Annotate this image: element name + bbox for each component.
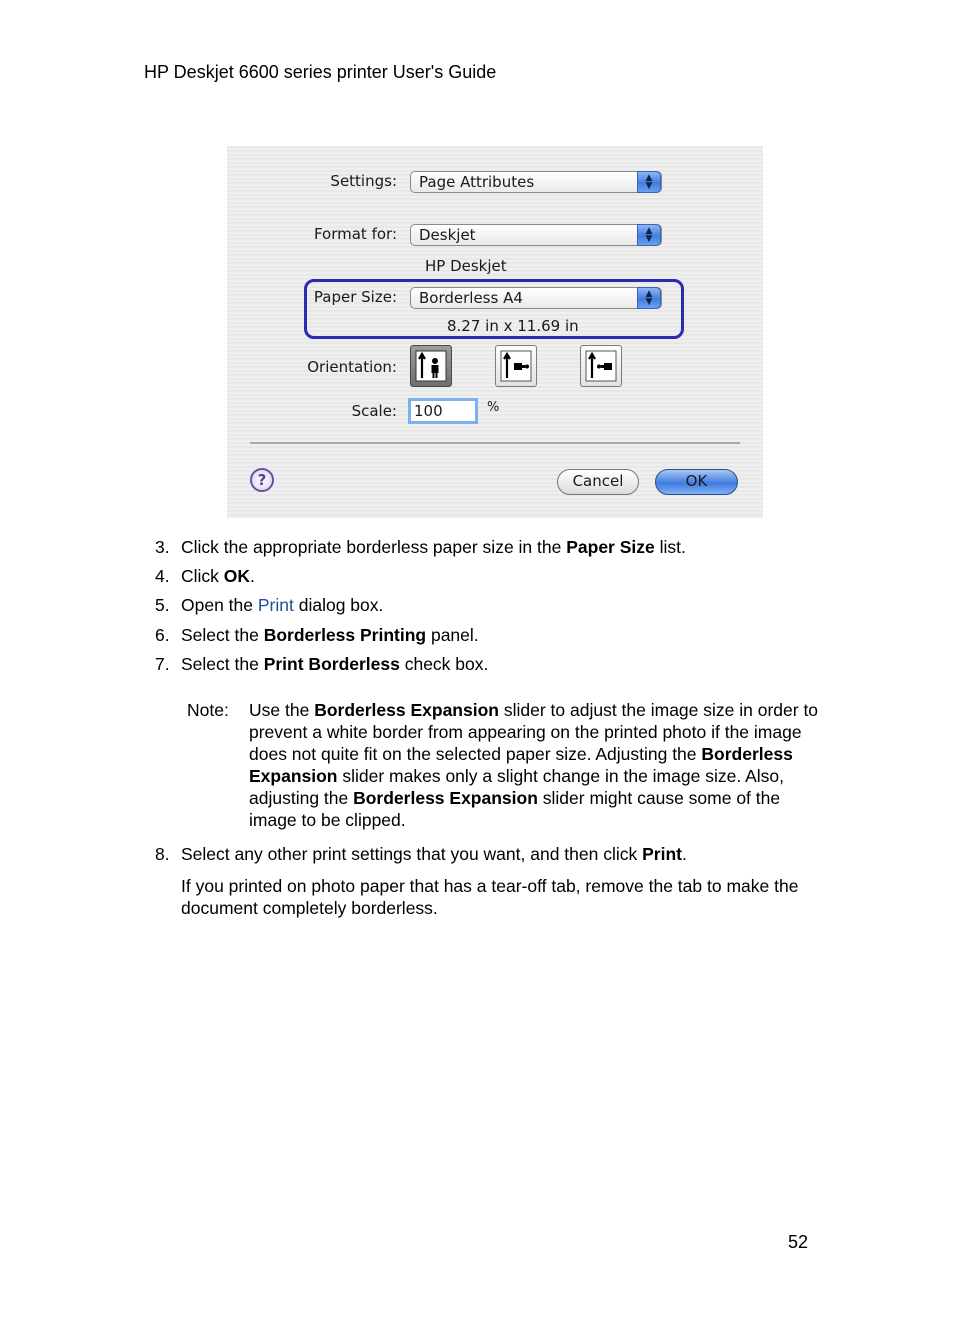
popup-arrows-icon: ▲ ▼ bbox=[637, 224, 661, 246]
orientation-portrait-button[interactable] bbox=[410, 345, 452, 387]
note-text: Use the Borderless Expansion slider to adjust the image size in order to prevent a white border from appearing on the printed photo if the image does not quite fit on the selected paper size. Adjusting the Borderless Expansion slider makes only a slight change in the image size. Also, adjusting the Borderless Expansion slider might cause some of the image to be clipped. bbox=[249, 700, 819, 830]
help-icon[interactable]: ? bbox=[250, 468, 274, 492]
popup-arrows-icon: ▲ ▼ bbox=[637, 171, 661, 193]
scale-label: Scale: bbox=[351, 402, 397, 420]
format-for-popup[interactable] bbox=[410, 224, 662, 246]
popup-arrows-icon: ▲ ▼ bbox=[637, 287, 661, 309]
page-header: HP Deskjet 6600 series printer User's Guide bbox=[144, 62, 497, 82]
scale-unit: % bbox=[487, 400, 500, 415]
list-item: 5. Open the Print dialog box. bbox=[155, 595, 384, 615]
closing-paragraph: If you printed on photo paper that has a tear-off tab, remove the tab to make the document completely borderless. bbox=[181, 876, 799, 918]
format-for-label: Format for: bbox=[313, 225, 397, 243]
page-setup-dialog bbox=[227, 146, 763, 518]
settings-popup[interactable] bbox=[410, 171, 662, 193]
orientation-reverse-landscape-button[interactable] bbox=[580, 345, 622, 387]
reverse-landscape-orientation-icon bbox=[583, 348, 619, 384]
orientation-landscape-button[interactable] bbox=[495, 345, 537, 387]
cancel-button[interactable]: Cancel bbox=[557, 469, 639, 495]
list-item: 7. Select the Print Borderless check box. bbox=[155, 654, 489, 674]
note-label: Note: bbox=[187, 700, 229, 720]
settings-label: Settings: bbox=[330, 172, 397, 190]
paper-size-label: Paper Size: bbox=[313, 288, 397, 306]
print-link[interactable]: Print bbox=[257, 595, 294, 615]
portrait-orientation-icon bbox=[413, 348, 449, 384]
orientation-label: Orientation: bbox=[307, 358, 397, 376]
paper-dimensions: 8.27 in x 11.69 in bbox=[447, 317, 579, 335]
format-for-value: Deskjet bbox=[419, 226, 476, 244]
list-item: 3. Click the appropriate borderless paper size in the Paper Size list. bbox=[155, 537, 686, 557]
page-number: 52 bbox=[788, 1232, 809, 1252]
landscape-orientation-icon bbox=[498, 348, 534, 384]
dialog-separator bbox=[250, 442, 740, 444]
settings-value: Page Attributes bbox=[419, 173, 535, 191]
ok-button[interactable]: OK bbox=[655, 469, 738, 495]
paper-size-value: Borderless A4 bbox=[419, 289, 523, 307]
list-item: 8. Select any other print settings that you want, and then click Print. bbox=[155, 844, 687, 864]
paper-size-popup[interactable] bbox=[410, 287, 662, 309]
list-item: 6. Select the Borderless Printing panel. bbox=[155, 625, 479, 645]
format-for-subtitle: HP Deskjet bbox=[425, 257, 507, 275]
list-item: 4. Click OK. bbox=[155, 566, 255, 586]
scale-input[interactable]: 100 bbox=[408, 398, 478, 424]
